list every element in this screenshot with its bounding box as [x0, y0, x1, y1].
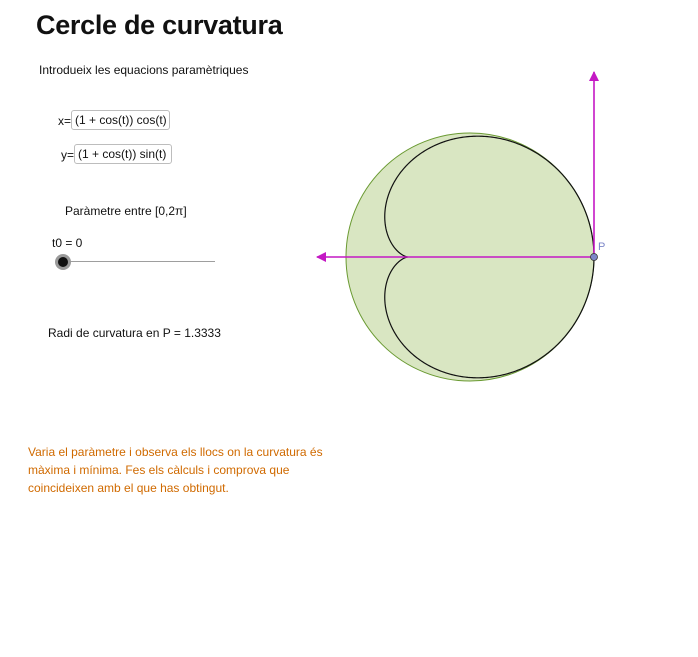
- intro-text: Introdueix les equacions paramètriques: [39, 63, 249, 77]
- parameter-range-label: Paràmetre entre [0,2π]: [65, 204, 187, 218]
- x-equation-label: x=: [58, 114, 72, 128]
- slider-value-label: t0 = 0: [52, 236, 83, 250]
- y-equation-label: y=: [61, 148, 75, 162]
- point-p[interactable]: [591, 254, 598, 261]
- instruction-note: Varia el paràmetre i observa els llocs on la curvatura és màxima i mínima. Fes els càlculs i comprova que coincideixen amb el que has obtingut.: [28, 445, 323, 495]
- curvature-radius-text: Radi de curvatura en P = 1.3333: [48, 326, 221, 340]
- point-p-label: P: [598, 241, 606, 253]
- page-title: Cercle de curvatura: [36, 10, 283, 40]
